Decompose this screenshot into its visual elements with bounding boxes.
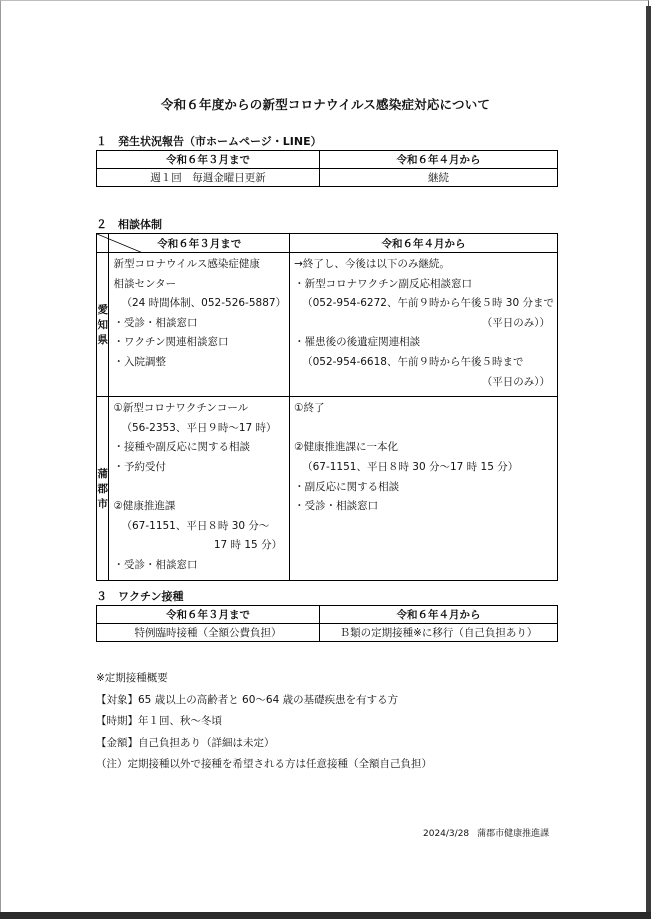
section-title: 発生状況報告（市ホームページ・LINE） [118,135,322,148]
col-header-after: 令和６年４月から [290,234,558,253]
text-line: （052-954-6618、午前９時から午後５時まで [302,355,524,368]
footer-date: 2024/3/28 [423,829,470,839]
text-line: 17 時 15 分） [213,539,283,552]
text-line: ・新型コロナワクチン副反応相談窓口 [294,277,473,290]
text-line: ・入院調整 [113,355,166,368]
section-title: ワクチン接種 [118,590,184,603]
note-line: 【金額】自己負担あり（詳細は未定） [96,736,275,749]
consultation-table [96,233,558,581]
footer-dept: 蒲郡市健康推進課 [477,829,550,839]
text-line: ①終了 [294,402,325,415]
text-line: （67-1151、平日８時 30 分～ [121,519,270,532]
text-line: （24 時間体制、052-526-5887） [121,297,287,310]
page-title: 令和６年度からの新型コロナウイルス感染症対応について [160,97,491,112]
section-1-heading [96,133,322,149]
text-line [113,373,286,393]
footer [423,826,557,839]
text-line: ・副反応に関する相談 [294,480,400,493]
cell-after: Ｂ類の定期接種※に移行（自己負担あり） [320,624,558,642]
text-line: →終了し、今後は以下のみ継続。 [294,258,450,270]
vaccination-table [96,605,558,642]
row-header-aichi: 愛知県 [97,253,109,397]
section-number: １ [96,135,107,148]
col-header-before: 令和６年３月まで [97,151,320,169]
page-shadow-bottom [0,912,651,919]
text-line: （67-1151、平日８時 30 分～17 時 15 分） [302,460,519,473]
section-number: ２ [96,218,107,231]
cell-gamagori-before [109,397,290,580]
col-header-before: 令和６年３月まで [109,234,290,253]
notes-block [96,668,432,776]
text-line: （平日のみ）） [481,316,550,329]
text-line: ・受診・相談窓口 [113,316,198,329]
page-shadow [646,6,651,919]
row-header-gamagori: 蒲郡市 [97,397,109,580]
text-line: ・接種や副反応に関する相談 [113,441,250,454]
text-line: （平日のみ）） [481,375,550,388]
cell-aichi-after [290,253,558,397]
text-line: ②健康推進課に一本化 [294,441,398,454]
note-line: 【対象】65 歳以上の高齢者と 60～64 歳の基礎疾患を有する方 [96,693,399,706]
note-line: ※定期接種概要 [96,672,168,684]
cell-after: 継続 [320,169,558,187]
col-header-after: 令和６年４月から [320,606,558,624]
cell-before: 特例臨時接種（全額公費負担） [97,624,320,642]
text-line: ①新型コロナワクチンコール [113,402,249,415]
diagonal-corner-cell [97,234,109,253]
text-line: ・予約受付 [113,460,166,473]
text-line: （052-954-6272、午前９時から午後５時 30 分まで [302,297,554,310]
col-header-after: 令和６年４月から [320,151,558,169]
text-line [294,419,554,439]
section-number: ３ [96,590,107,603]
section-3-heading [96,588,183,604]
text-line: ・受診・相談窓口 [294,500,379,513]
text-line: ・ワクチン関連相談窓口 [113,336,229,349]
text-line: 新型コロナウイルス感染症健康 [113,258,260,270]
report-table [96,150,558,187]
cell-before: 週１回 毎週金曜日更新 [97,169,320,187]
cell-gamagori-after [290,397,558,580]
text-line: 相談センター [113,277,177,290]
section-2-heading [96,216,162,232]
text-line: ②健康推進課 [113,500,176,513]
diagonal-line [97,234,143,253]
section-title: 相談体制 [118,218,162,231]
text-line: （56-2353、平日９時～17 時） [121,421,277,434]
cell-aichi-before [109,253,290,397]
note-line: （注）定期接種以外で接種を希望される方は任意接種（全額自己負担） [96,758,432,770]
col-header-before: 令和６年３月まで [97,606,320,624]
text-line: ・罹患後の後遺症関連相談 [294,336,421,349]
note-line: 【時期】年１回、秋～冬頃 [96,715,222,727]
text-line [113,478,286,498]
text-line: ・受診・相談窓口 [113,558,198,571]
